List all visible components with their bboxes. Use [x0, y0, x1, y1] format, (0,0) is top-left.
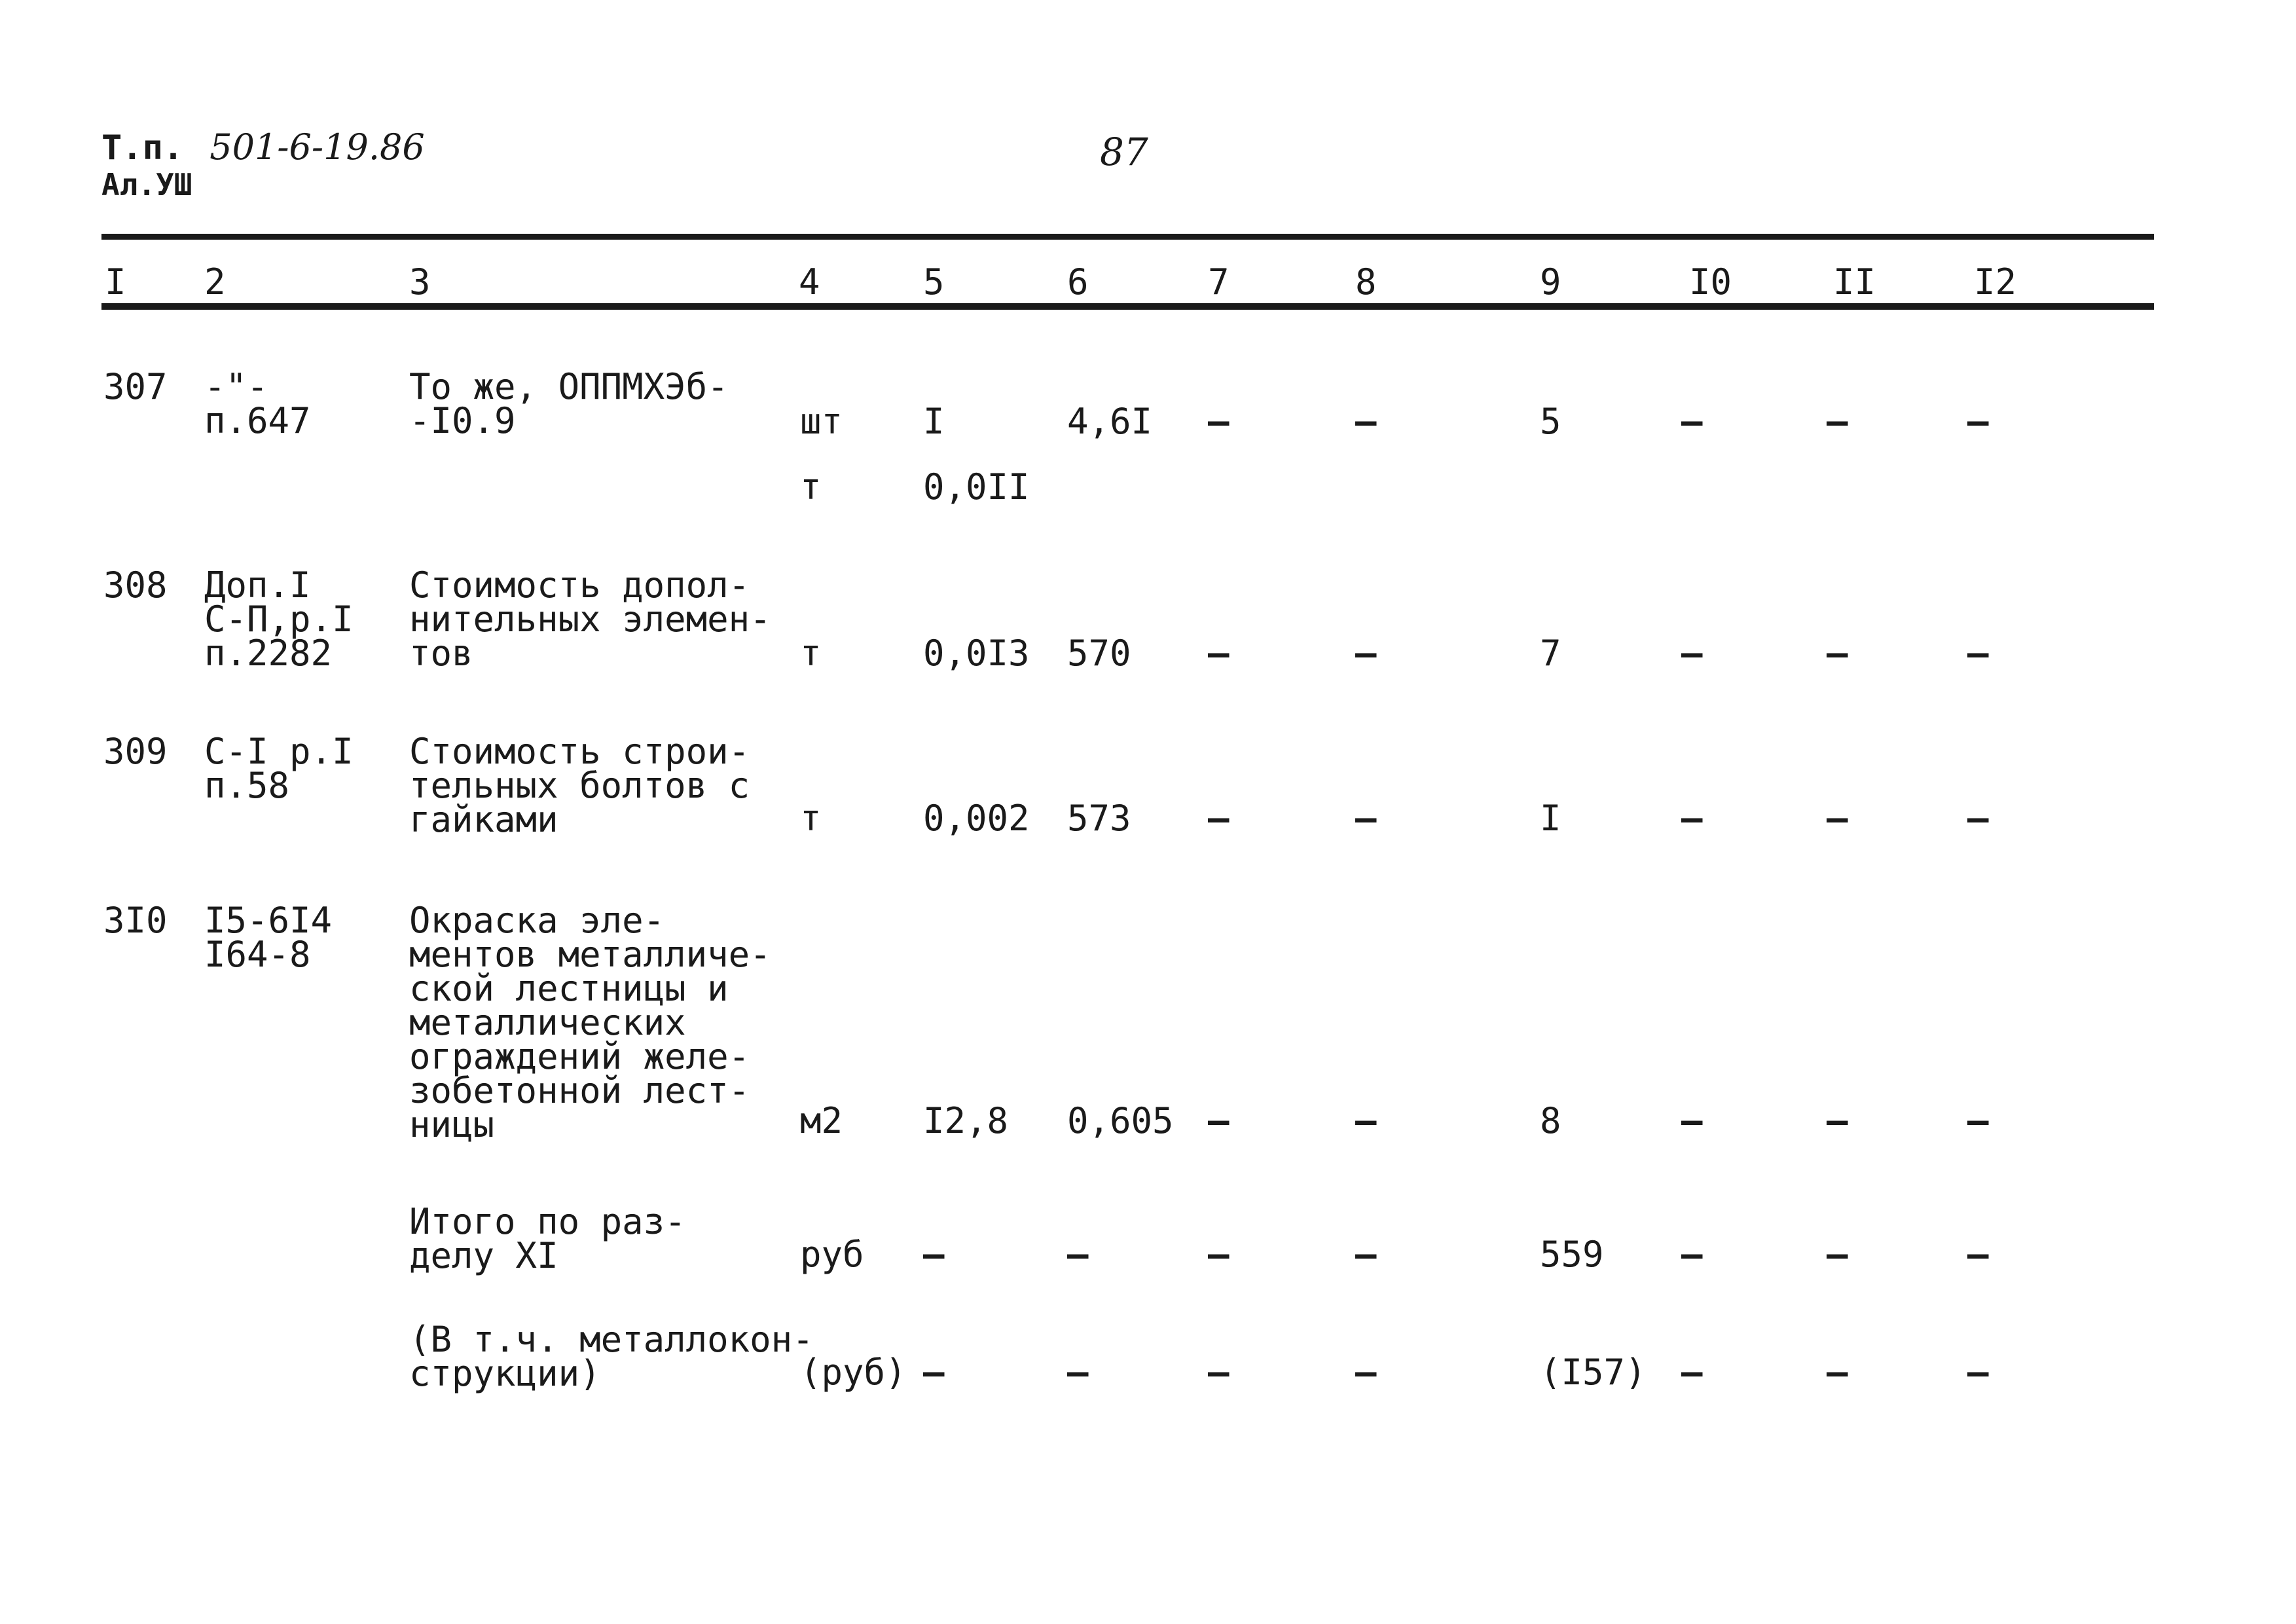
col10-value: –	[1681, 1352, 1703, 1393]
doc-prefix: Т.п.	[101, 128, 184, 168]
unit-cost: 573	[1067, 798, 1131, 839]
col9-value: I	[1540, 798, 1561, 839]
work-description: То же, ОППМХЭб- -I0.9	[409, 366, 729, 441]
table-header-rule	[101, 303, 2154, 310]
col8-value: –	[1355, 401, 1377, 442]
unit: руб	[800, 1234, 864, 1275]
col7-value: –	[1208, 401, 1230, 442]
col8-value: –	[1355, 633, 1377, 674]
col12-value: –	[1967, 633, 1989, 674]
table-top-rule	[101, 234, 2154, 240]
work-description: Окраска эле- ментов металличе- ской лестницы и металлических ограждений желе- зобетонной лест- ницы	[409, 900, 771, 1145]
col12-value: –	[1967, 401, 1989, 442]
quantity: I	[923, 401, 945, 442]
page-number: 87	[1100, 130, 1148, 174]
norm-reference: I5-6I4 I64-8	[204, 900, 333, 975]
subtotal-label: (В т.ч. металлокон- струкции)	[409, 1319, 814, 1394]
row-number: 307	[103, 366, 168, 407]
col9-value: 8	[1540, 1100, 1561, 1141]
col8-value: –	[1355, 798, 1377, 839]
col12-value: –	[1967, 1234, 1989, 1275]
col8-value: –	[1355, 1100, 1377, 1141]
unit: т	[800, 798, 822, 839]
column-header-2: 2	[204, 261, 226, 303]
column-header-10: I0	[1689, 261, 1732, 303]
unit-cost: 4,6I	[1067, 401, 1153, 442]
unit: м2	[800, 1100, 843, 1141]
norm-reference: С-I р.I п.58	[204, 731, 354, 806]
doc-code: 501-6-19.86	[210, 126, 425, 168]
quantity: 0,0II	[923, 466, 1030, 507]
quantity: –	[923, 1352, 945, 1393]
col12-value: –	[1967, 798, 1989, 839]
col10-value: –	[1681, 401, 1703, 442]
col11-value: –	[1827, 1100, 1848, 1141]
col7-value: –	[1208, 798, 1230, 839]
unit: т	[800, 633, 822, 674]
quantity: 0,002	[923, 798, 1030, 839]
unit-cost: 570	[1067, 633, 1131, 674]
doc-designation	[101, 128, 425, 168]
album-label: Ал.УШ	[101, 167, 192, 202]
unit-cost: –	[1067, 1234, 1089, 1275]
quantity: –	[923, 1234, 945, 1275]
col9-value: 7	[1540, 633, 1561, 674]
column-header-3: 3	[409, 261, 431, 303]
column-header-1: I	[105, 261, 126, 303]
column-header-12: I2	[1974, 261, 2017, 303]
col12-value: –	[1967, 1352, 1989, 1393]
column-header-9: 9	[1540, 261, 1561, 303]
col7-value: –	[1208, 1234, 1230, 1275]
work-description: Стоимость допол- нительных элемен- тов	[409, 564, 771, 674]
col7-value: –	[1208, 633, 1230, 674]
col11-value: –	[1827, 1234, 1848, 1275]
col8-value: –	[1355, 1352, 1377, 1393]
quantity: 0,0I3	[923, 633, 1030, 674]
col10-value: –	[1681, 1100, 1703, 1141]
unit-cost: –	[1067, 1352, 1089, 1393]
unit: (руб)	[800, 1352, 907, 1393]
unit: т	[800, 466, 822, 507]
column-header-5: 5	[923, 261, 945, 303]
row-number: 3I0	[103, 900, 168, 941]
col11-value: –	[1827, 1352, 1848, 1393]
col11-value: –	[1827, 633, 1848, 674]
col10-value: –	[1681, 798, 1703, 839]
column-header-7: 7	[1208, 261, 1230, 303]
col11-value: –	[1827, 401, 1848, 442]
unit: шт	[800, 401, 843, 442]
col10-value: –	[1681, 633, 1703, 674]
column-header-6: 6	[1067, 261, 1089, 303]
column-header-8: 8	[1355, 261, 1377, 303]
col10-value: –	[1681, 1234, 1703, 1275]
col9-value: 5	[1540, 401, 1561, 442]
col7-value: –	[1208, 1100, 1230, 1141]
col9-value: (I57)	[1540, 1352, 1647, 1393]
section-total-label: Итого по раз- делу XI	[409, 1201, 686, 1276]
norm-reference: Доп.I С-П,р.I п.2282	[204, 564, 354, 674]
norm-reference: -"- п.647	[204, 366, 311, 441]
unit-cost: 0,605	[1067, 1100, 1174, 1141]
col9-value: 559	[1540, 1234, 1604, 1275]
col8-value: –	[1355, 1234, 1377, 1275]
quantity: I2,8	[923, 1100, 1009, 1141]
document-header	[101, 128, 425, 202]
column-header-4: 4	[799, 261, 820, 303]
col12-value: –	[1967, 1100, 1989, 1141]
col11-value: –	[1827, 798, 1848, 839]
row-number: 308	[103, 564, 168, 606]
column-header-11: II	[1833, 261, 1876, 303]
work-description: Стоимость строи- тельных болтов с гайками	[409, 731, 750, 840]
row-number: 309	[103, 731, 168, 772]
col7-value: –	[1208, 1352, 1230, 1393]
